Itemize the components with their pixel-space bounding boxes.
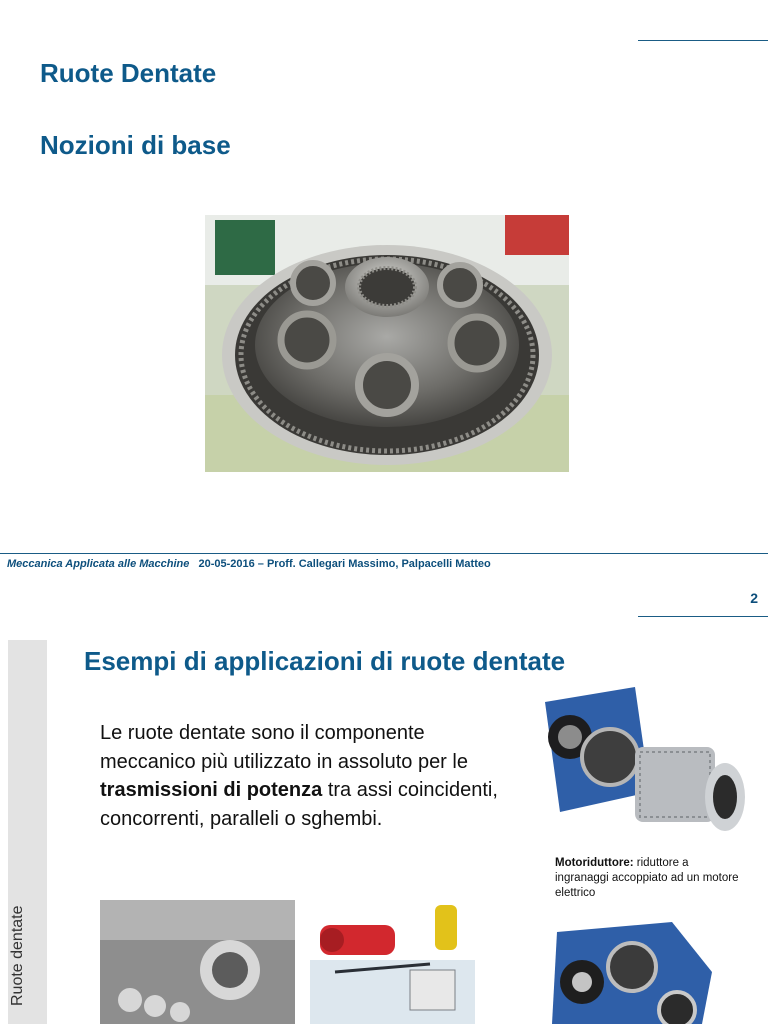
sidebar-label: Ruote dentate [9, 905, 26, 1006]
micro-gear-sem-photo [100, 900, 295, 1024]
caption-text: riduttore a ingranaggi accoppiato ad un motore elettrico [555, 857, 739, 899]
page-number: 2 [750, 590, 758, 606]
body-text-bold: trasmissioni di potenza [100, 779, 323, 801]
footer-details: 20-05-2016 – Proff. Callegari Massimo, Palpacelli Matteo [198, 558, 491, 570]
sidebar-band [8, 640, 47, 1024]
top-rule-2 [638, 616, 768, 617]
gearmotor-caption [555, 856, 740, 901]
winch-photo [310, 900, 475, 1024]
gearmotor-photo [540, 682, 748, 846]
slide-subtitle: Nozioni di base [40, 130, 231, 160]
section-title: Esempi di applicazioni di ruote dentate [84, 646, 566, 676]
footer-rule [0, 553, 768, 554]
slide-footer [7, 558, 491, 570]
body-text-before: Le ruote dentate sono il componente meccanico più utilizzato in assoluto per le [100, 722, 468, 773]
caption-bold: Motoriduttore: [555, 857, 634, 869]
top-rule-1 [638, 40, 768, 41]
body-paragraph [100, 719, 500, 833]
footer-course: Meccanica Applicata alle Macchine [7, 558, 190, 570]
gear-reducer-photo [552, 922, 717, 1024]
body-text-after: tra assi coincidenti, concorrenti, paralleli o sghembi. [100, 779, 498, 830]
slide-title: Ruote Dentate [40, 58, 217, 88]
planetary-gear-photo [205, 215, 569, 472]
